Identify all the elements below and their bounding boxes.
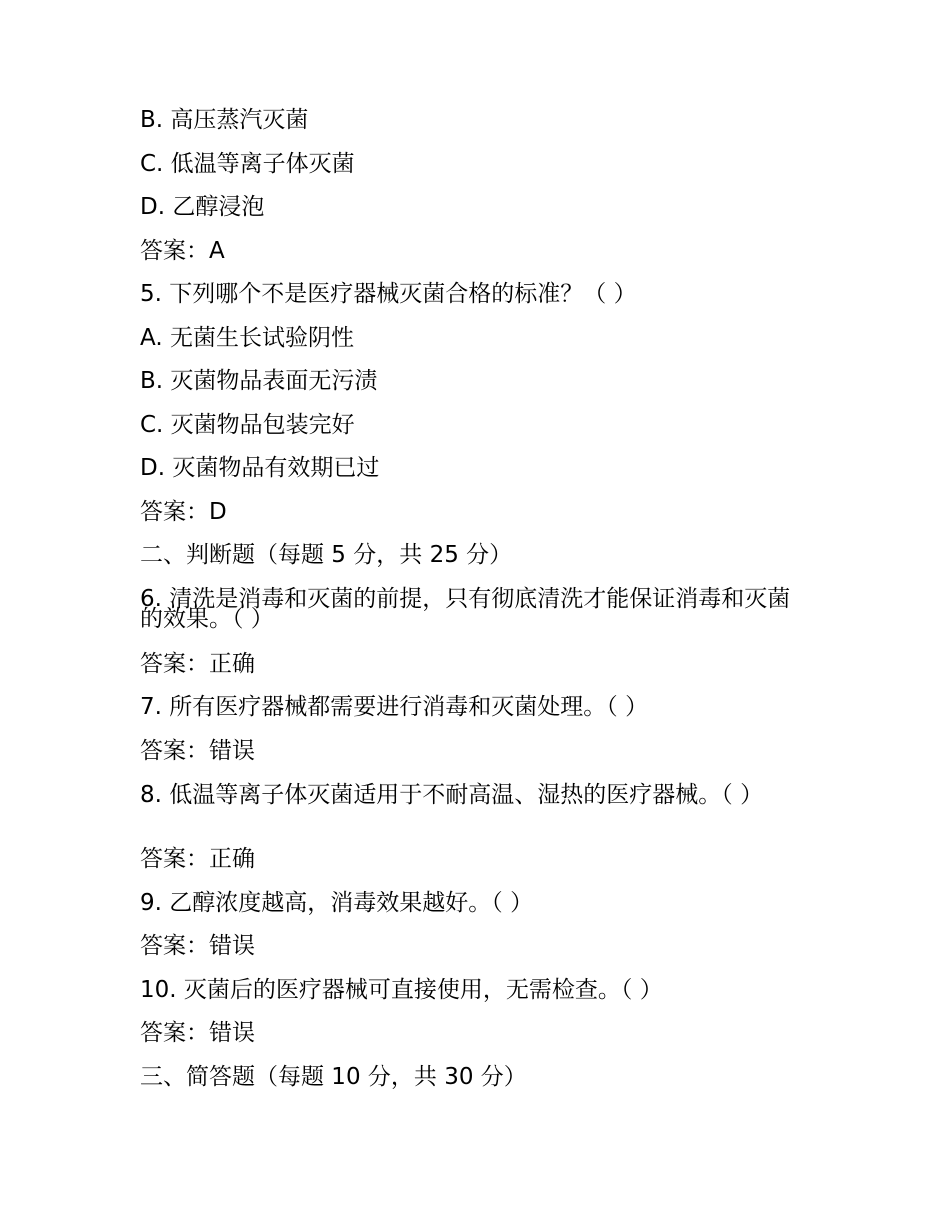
section-heading-short-answer: 三、简答题（每题 10 分，共 30 分）: [140, 1064, 527, 1090]
question-5: 5. 下列哪个不是医疗器械灭菌合格的标准？（ ）: [140, 281, 637, 307]
option-b: B. 灭菌物品表面无污渍: [140, 368, 378, 394]
answer-8: 答案：正确: [140, 846, 255, 872]
answer-7: 答案：错误: [140, 738, 255, 764]
answer-5: 答案：D: [140, 499, 227, 525]
question-10: 10. 灭菌后的医疗器械可直接使用，无需检查。（ ）: [140, 977, 663, 1003]
answer-10: 答案：错误: [140, 1020, 255, 1046]
question-7: 7. 所有医疗器械都需要进行消毒和灭菌处理。（ ）: [140, 694, 649, 720]
option-d: D. 乙醇浸泡: [140, 194, 265, 220]
section-heading-true-false: 二、判断题（每题 5 分，共 25 分）: [140, 542, 513, 568]
option-b: B. 高压蒸汽灭菌: [140, 107, 309, 133]
option-d: D. 灭菌物品有效期已过: [140, 455, 380, 481]
option-c: C. 灭菌物品包装完好: [140, 412, 355, 438]
answer-4: 答案：A: [140, 238, 225, 264]
question-6: 6. 清洗是消毒和灭菌的前提，只有彻底清洗才能保证消毒和灭菌的效果。（ ）: [140, 586, 791, 632]
question-9: 9. 乙醇浓度越高，消毒效果越好。（ ）: [140, 890, 534, 916]
answer-6: 答案：正确: [140, 651, 255, 677]
option-a: A. 无菌生长试验阴性: [140, 325, 354, 351]
option-c: C. 低温等离子体灭菌: [140, 151, 355, 177]
question-8: 8. 低温等离子体灭菌适用于不耐高温、湿热的医疗器械。（ ）: [140, 782, 764, 808]
answer-9: 答案：错误: [140, 933, 255, 959]
